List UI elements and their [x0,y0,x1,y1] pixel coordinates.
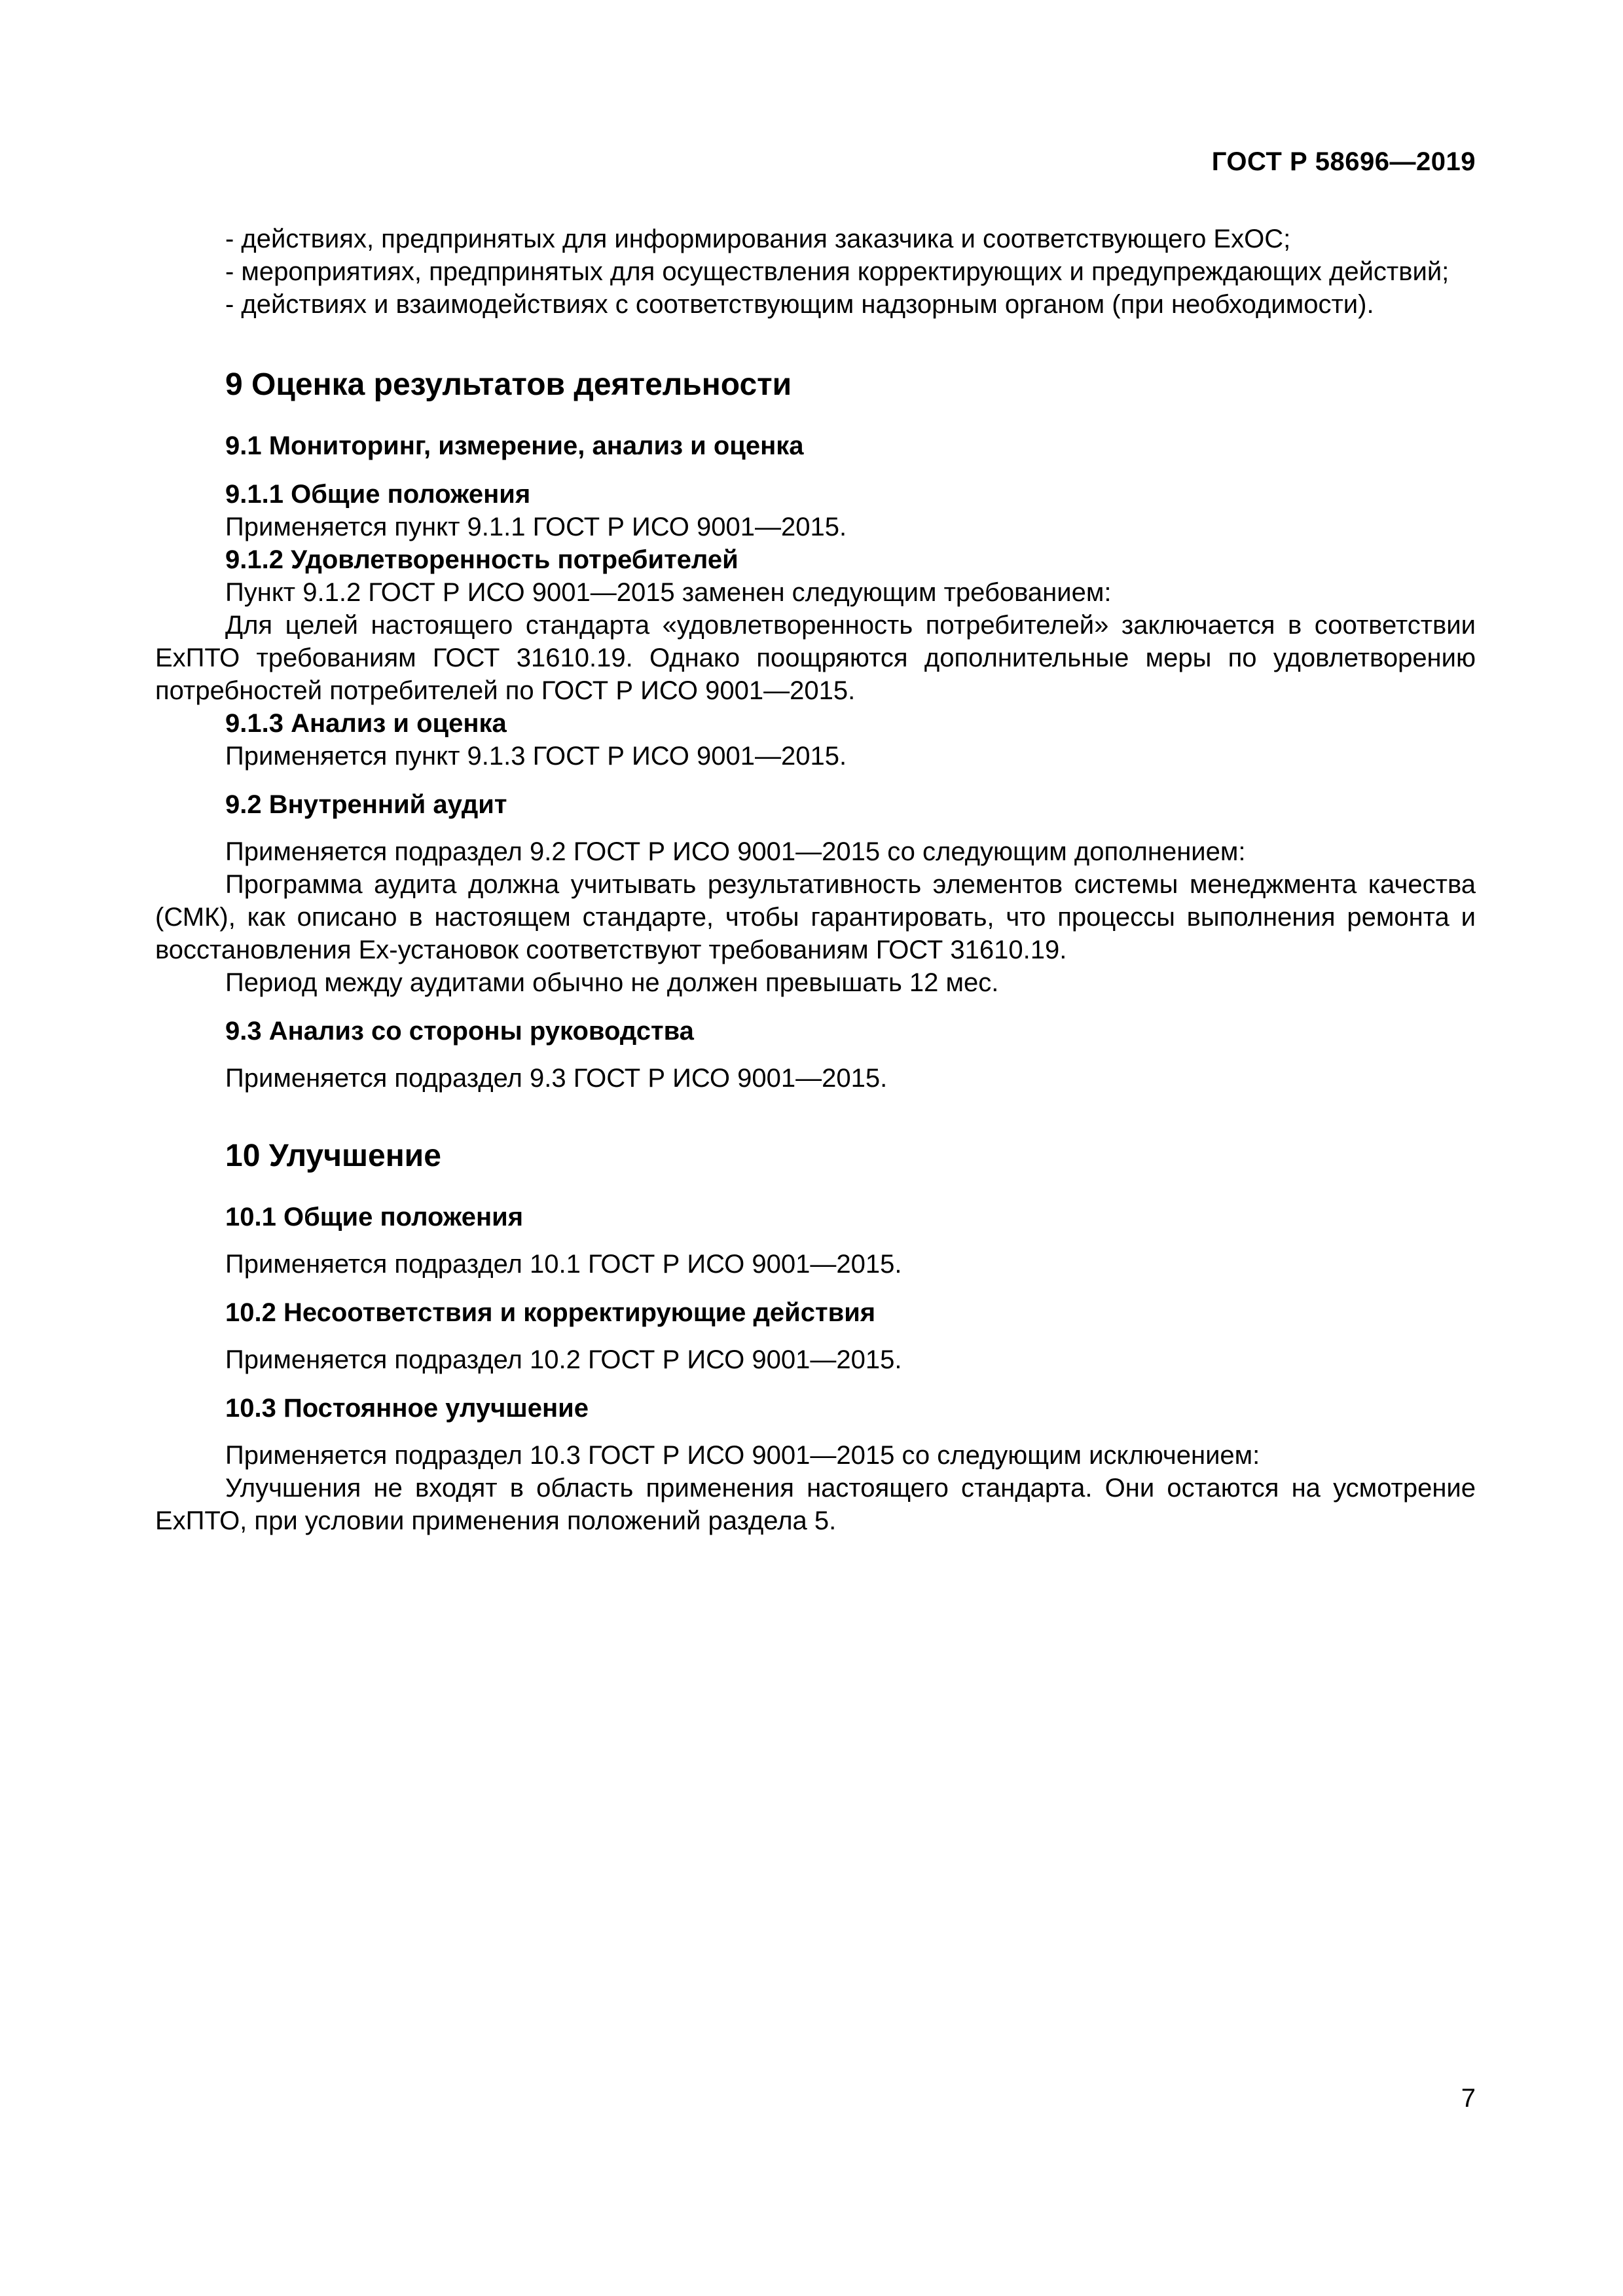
section-9-1-3-title: 9.1.3 Анализ и оценка [225,709,507,738]
section-9-2-text-1: Применяется подраздел 9.2 ГОСТ Р ИСО 9001—2015 со следующим дополнением: [225,837,1246,866]
document-header: ГОСТ Р 58696—2019 [1211,147,1476,176]
section-10-3-title: 10.3 Постоянное улучшение [225,1394,589,1423]
section-9-3-text: Применяется подраздел 9.3 ГОСТ Р ИСО 9001—2015. [225,1064,888,1093]
intro-item-3: - действиях и взаимодействиях с соответствующим надзорным органом (при необходимости). [225,290,1374,319]
section-9-1-2-text-2: Для целей настоящего стандарта «удовлетворенность потребителей» заключается в соответствии ExПТО требованиям ГОСТ 31610.19. Однако поощряются дополнительные меры по удовлетворению потребностей потребителей по ГОСТ Р ИСО 9001—2015. [155,611,1476,705]
section-10-2-title: 10.2 Несоответствия и корректирующие действия [225,1298,876,1327]
section-9-2-text-3: Период между аудитами обычно не должен превышать 12 мес. [225,968,999,997]
section-9-3-title: 9.3 Анализ со стороны руководства [225,1017,694,1046]
intro-item-1: - действиях, предпринятых для информирования заказчика и соответствующего ExOC; [225,225,1291,253]
section-9-1-3-text: Применяется пункт 9.1.3 ГОСТ Р ИСО 9001—2015. [225,742,847,771]
section-9-1-1-text: Применяется пункт 9.1.1 ГОСТ Р ИСО 9001—2015. [225,513,847,541]
section-9-1-2-text-1: Пункт 9.1.2 ГОСТ Р ИСО 9001—2015 заменен следующим требованием: [225,578,1112,607]
section-9-1-title: 9.1 Мониторинг, измерение, анализ и оценка [225,431,804,460]
document-body [155,223,1476,1537]
section-10-3-text-2: Улучшения не входят в область применения настоящего стандарта. Они остаются на усмотрение ExПТО, при условии применения положений раздела 5. [155,1474,1476,1535]
page-number: 7 [1461,2084,1476,2113]
section-10-1-title: 10.1 Общие положения [225,1203,524,1231]
intro-item-2: - мероприятиях, предпринятых для осуществления корректирующих и предупреждающих действий; [225,257,1450,286]
section-10-title: 10 Улучшение [225,1139,441,1173]
section-9-1-2-title: 9.1.2 Удовлетворенность потребителей [225,545,739,574]
section-9-2-text-2: Программа аудита должна учитывать результативность элементов системы менеджмента качества (СМК), как описано в настоящем стандарте, чтобы гарантировать, что процессы выполнения ремонта и восстановления Ex-установок соответствуют требованиям ГОСТ 31610.19. [155,870,1476,964]
section-9-title: 9 Оценка результатов деятельности [225,367,792,402]
section-9-2-title: 9.2 Внутренний аудит [225,790,507,819]
section-10-1-text: Применяется подраздел 10.1 ГОСТ Р ИСО 9001—2015. [225,1250,902,1279]
section-10-3-text-1: Применяется подраздел 10.3 ГОСТ Р ИСО 9001—2015 со следующим исключением: [225,1441,1260,1470]
section-10-2-text: Применяется подраздел 10.2 ГОСТ Р ИСО 9001—2015. [225,1345,902,1374]
section-9-1-1-title: 9.1.1 Общие положения [225,480,531,509]
